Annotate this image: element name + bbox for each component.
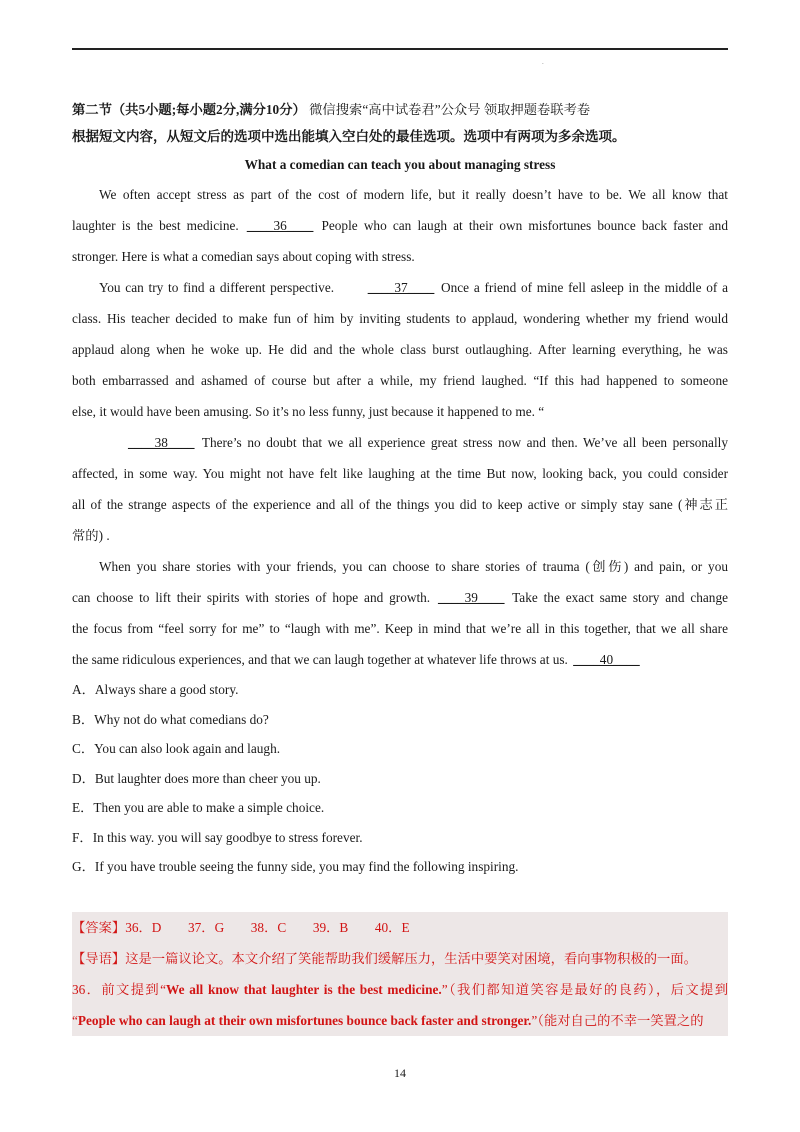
- p1-line-3: stronger. Here is what a comedian says about coping with stress.: [72, 249, 415, 264]
- header-dot: .: [542, 58, 544, 66]
- expl-1c: ”（我们都知道笑容是最好的良药），后文提到: [441, 982, 728, 997]
- expl-2c: ”（能对自己的不幸一笑置之的: [531, 1013, 704, 1028]
- p3-line-3: all of the strange aspects of the experience and all of the things you did to keep active or simply stay sane (神志正: [72, 497, 728, 512]
- section-title: 第二节（共5小题;每小题2分,满分10分）: [72, 102, 306, 117]
- guide-line: [72, 943, 728, 974]
- option-d: D．But laughter does more than cheer you up.: [72, 770, 321, 786]
- p4-line-2: [72, 582, 728, 613]
- answer-label: 【答案】: [72, 920, 126, 935]
- p1-text-a: laughter is the best medicine.: [72, 218, 245, 233]
- p1-text-b: People who can laugh at their own misfortunes bounce back faster and: [315, 218, 728, 233]
- guide-label: 【导语】: [72, 951, 126, 966]
- answer-section: [72, 912, 728, 1036]
- p4-text-a: can choose to lift their spirits with stories of hope and growth.: [72, 590, 436, 605]
- p2-text-a: You can try to find a different perspective.: [99, 280, 339, 295]
- paragraph-2: [72, 272, 728, 427]
- guide-text: 这是一篇议论文。本文介绍了笑能帮助我们缓解压力，生活中要笑对困境，看向事物积极的一面。: [125, 951, 697, 966]
- paragraph-4: [72, 551, 728, 675]
- paragraph-1: [72, 179, 728, 272]
- answer-key: 36．D 37．G 38．C 39．B 40．E: [125, 920, 410, 935]
- p1-line-2: [72, 210, 728, 241]
- explanation-line-1: [72, 974, 728, 1005]
- section-heading: [72, 96, 728, 123]
- option-b: B．Why not do what comedians do?: [72, 711, 269, 727]
- passage-title: What a comedian can teach you about managing stress: [244, 157, 556, 172]
- blank-36: ____36____: [246, 218, 314, 233]
- expl-1a: 36．前文提到“: [72, 982, 167, 997]
- expl-2a: “: [72, 1013, 78, 1028]
- p2-text-b: Once a friend of mine fell asleep in the middle of a: [436, 280, 728, 295]
- p4-text-c: the same ridiculous experiences, and that we can laugh together at whatever life throws at us.: [72, 652, 572, 667]
- p3-line-1: [72, 427, 728, 458]
- section-promo: 微信搜索“高中试卷君”公众号 领取押题卷联考卷: [305, 102, 591, 117]
- option-a: A．Always share a good story.: [72, 682, 239, 697]
- p3-text-b: There’s no doubt that we all experience great stress now and then. We’ve all been personally: [196, 435, 728, 450]
- p4-text-b: Take the exact same story and change: [506, 590, 728, 605]
- instruction: 根据短文内容，从短文后的选项中选出能填入空白处的最佳选项。选项中有两项为多余选项。: [72, 129, 626, 144]
- p4-line-1: When you share stories with your friends, you can choose to share stories of trauma (创伤) and pain, or you: [99, 559, 728, 574]
- p2-line-1: [72, 272, 728, 303]
- blank-40: ____40____: [573, 652, 640, 667]
- p4-line-3: the focus from “feel sorry for me” to “laugh with me”. Keep in mind that we’re all in this together, that we all share: [72, 621, 728, 636]
- question-body: [72, 96, 728, 882]
- p3-line-2: affected, in some way. You might not have felt like laughing at the time But now, looking back, you could consider: [72, 466, 728, 481]
- p3-line-4: 常的) .: [72, 528, 110, 543]
- blank-38: ____38____: [128, 435, 195, 450]
- p2-line-4: both embarrassed and ashamed of course but after a while, my friend laughed. “If this had happened to someone: [72, 373, 728, 388]
- p1-line-1: We often accept stress as part of the cost of modern life, but it really doesn’t have to be. We all know that: [99, 187, 728, 202]
- top-rule: [72, 48, 728, 50]
- expl-2b: People who can laugh at their own misfortunes bounce back faster and stronger.: [77, 1013, 532, 1028]
- answer-line: [72, 912, 728, 943]
- options-list: [72, 675, 728, 882]
- p2-line-3: applaud along when he woke up. He did and the whole class burst outlaughing. After learning everything, he was: [72, 342, 728, 357]
- p2-line-2: class. His teacher decided to make fun of him by inviting students to applaud, wondering whether my friend would: [72, 311, 728, 326]
- page-number: 14: [394, 1066, 406, 1080]
- option-g: G．If you have trouble seeing the funny side, you may find the following inspiring.: [72, 859, 519, 874]
- option-f: F．In this way. you will say goodbye to stress forever.: [72, 829, 363, 845]
- option-c: C．You can also look again and laugh.: [72, 741, 281, 756]
- blank-39: ____39____: [437, 590, 505, 605]
- option-e: E．Then you are able to make a simple choice.: [72, 800, 325, 815]
- p4-line-4: [72, 644, 728, 675]
- p2-line-5: else, it would have been amusing. So it’s no less funny, just because it happened to me. “: [72, 404, 545, 419]
- blank-37: ____37____: [367, 280, 435, 295]
- expl-1b: We all know that laughter is the best medicine.: [166, 982, 442, 997]
- explanation-line-2: [72, 1005, 728, 1036]
- paragraph-3: [72, 427, 728, 551]
